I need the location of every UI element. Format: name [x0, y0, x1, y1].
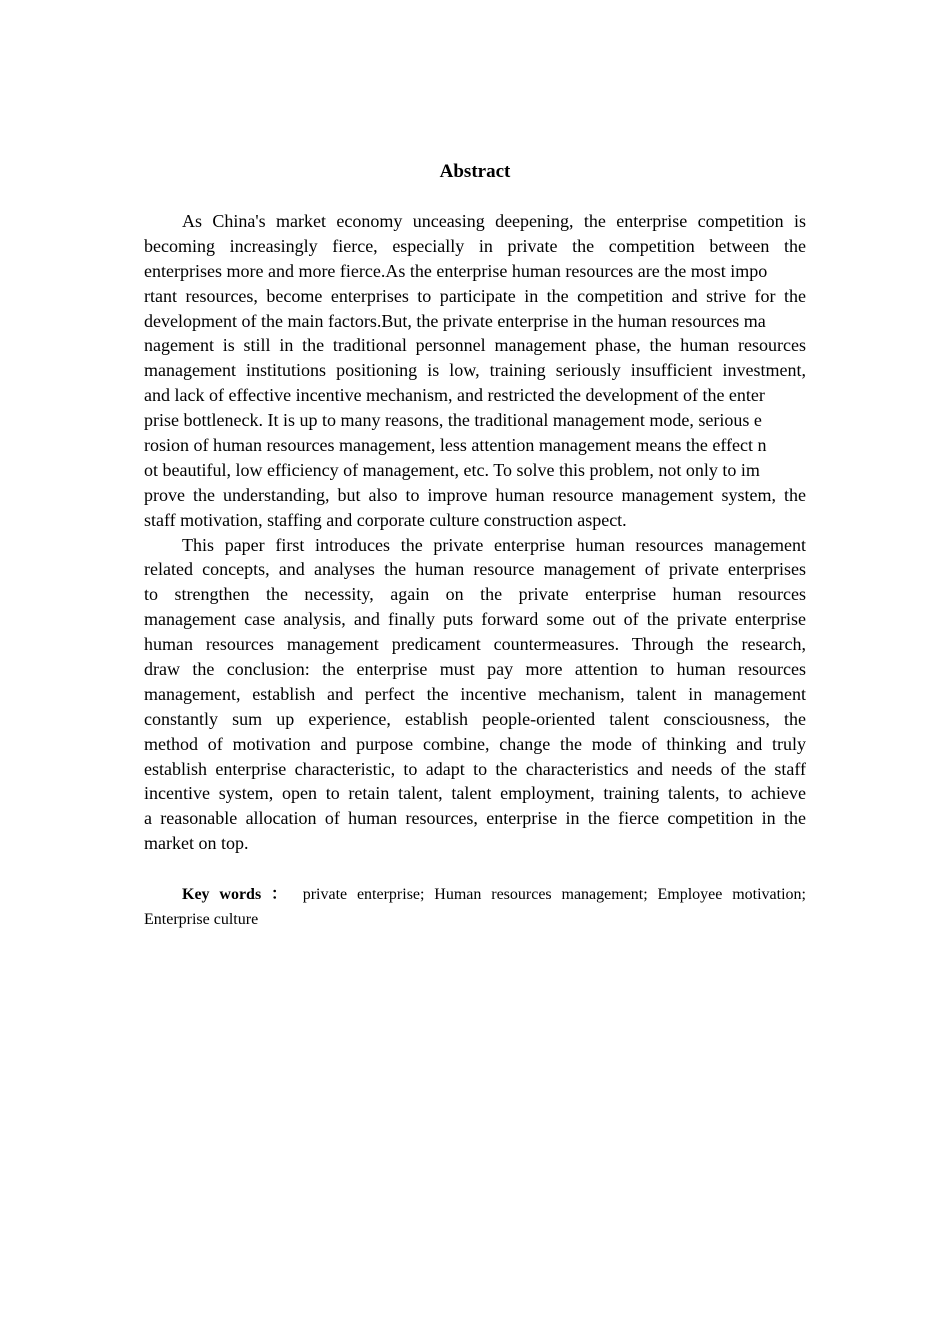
text-line: and lack of effective incentive mechanism, and restricted the development of the enter [144, 385, 765, 406]
text-line: staff motivation, staffing and corporate culture construction aspect. [144, 509, 627, 530]
text-line: related concepts, and analyses the human resource management of private enterprises [144, 559, 806, 580]
text-line: rtant resources, become enterprises to participate in the competition and strive for the [144, 285, 806, 306]
keywords-line-2: Enterprise culture [144, 911, 259, 928]
paragraph-1 [144, 209, 806, 533]
text-line: nagement is still in the traditional personnel management phase, the human resources [144, 335, 806, 356]
abstract-title: Abstract [439, 161, 511, 182]
text-line: establish enterprise characteristic, to adapt to the characteristics and needs of the staff [144, 758, 806, 779]
text-line: a reasonable allocation of human resources, enterprise in the fierce competition in the [144, 808, 806, 829]
text-line: becoming increasingly fierce, especially in private the competition between the [144, 235, 806, 256]
keywords-text: private enterprise; Human resources management; Employee motivation; [302, 886, 806, 903]
text-line: management institutions positioning is low, training seriously insufficient investment, [144, 360, 806, 381]
text-line: prise bottleneck. It is up to many reasons, the traditional management mode, serious e [144, 410, 762, 431]
text-line: constantly sum up experience, establish people-oriented talent consciousness, the [144, 708, 806, 729]
text-line: market on top. [144, 833, 249, 854]
text-line: incentive system, open to retain talent, talent employment, training talents, to achieve [144, 783, 806, 804]
text-line: to strengthen the necessity, again on the private enterprise human resources [144, 584, 806, 605]
text-line: enterprises more and more fierce.As the enterprise human resources are the most impo [144, 260, 768, 281]
text-line: human resources management predicament countermeasures. Through the research, [144, 634, 806, 655]
keywords-section [144, 882, 806, 932]
keywords-label: Key words ： [182, 886, 293, 903]
text-line: management case analysis, and finally puts forward some out of the private enterprise [144, 609, 806, 630]
text-line: draw the conclusion: the enterprise must pay more attention to human resources [144, 659, 806, 680]
text-line: method of motivation and purpose combine, change the mode of thinking and truly [144, 733, 806, 754]
text-line: This paper first introduces the private enterprise human resources management [182, 534, 806, 555]
paragraph-2 [144, 533, 806, 857]
text-line: management, establish and perfect the incentive mechanism, talent in management [144, 683, 806, 704]
text-line: prove the understanding, but also to improve human resource management system, the [144, 484, 806, 505]
text-line: ot beautiful, low efficiency of management, etc. To solve this problem, not only to im [144, 459, 760, 480]
text-line: development of the main factors.But, the private enterprise in the human resources ma [144, 310, 766, 331]
abstract-body [144, 209, 806, 856]
text-line: rosion of human resources management, less attention management means the effect n [144, 435, 767, 456]
text-line: As China's market economy unceasing deepening, the enterprise competition is [182, 211, 806, 231]
keywords-line-1 [144, 882, 806, 907]
